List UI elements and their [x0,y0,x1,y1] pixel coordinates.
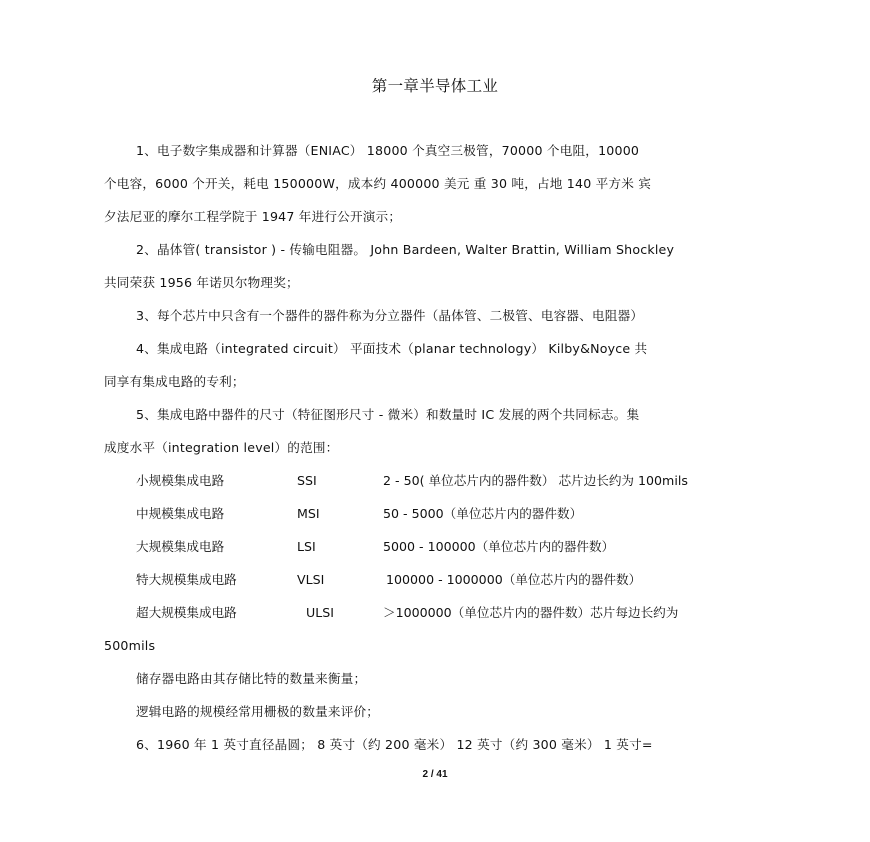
scale-abbr: ULSI [306,605,334,620]
paragraph-1-line-2: 个电容，6000 个开关，耗电 150000W，成本约 400000 美元 重 30 吨，占地 140 平方米 宾 [104,176,651,191]
paragraph-5-line-1: 5、集成电路中器件的尺寸（特征图形尺寸 - 微米）和数量时 IC 发展的两个共同标志。集 [136,407,640,422]
paragraph-logic: 逻辑电路的规模经常用栅极的数量来评价； [136,704,380,719]
paragraph-1-line-1: 1、电子数字集成器和计算器（ENIAC） 18000 个真空三极管，70000 个电阻，10000 [136,143,640,158]
scale-name: 特大规模集成电路 [136,572,237,587]
scale-name: 小规模集成电路 [136,473,225,488]
scale-desc: 50 - 5000（单位芯片内的器件数） [383,506,583,521]
scale-desc: 5000 - 100000（单位芯片内的器件数） [383,539,615,554]
page-number: 2 / 41 [422,769,448,780]
paragraph-2-line-2: 共同荣获 1956 年诺贝尔物理奖； [104,275,299,290]
scale-abbr: VLSI [297,572,325,587]
paragraph-1-line-3: 夕法尼亚的摩尔工程学院于 1947 年进行公开演示； [104,209,402,224]
chapter-title: 第一章半导体工业 [371,77,499,95]
scale-name: 中规模集成电路 [136,506,225,521]
paragraph-4-line-2: 同享有集成电路的专利； [104,374,245,389]
paragraph-4-line-1: 4、集成电路（integrated circuit） 平面技术（planar technology） Kilby&Noyce 共 [136,341,648,356]
scale-abbr: LSI [297,539,316,554]
paragraph-memory: 储存器电路由其存储比特的数量来衡量； [136,671,367,686]
paragraph-6: 6、1960 年 1 英寸直径晶圆； 8 英寸（约 200 毫米） 12 英寸（约 300 毫米） 1 英寸= [136,737,653,752]
scale-desc: ＞1000000（单位芯片内的器件数）芯片每边长约为 [383,605,679,620]
paragraph-5-line-2: 成度水平（integration level）的范围： [104,440,339,455]
scale-abbr: SSI [297,473,317,488]
scale-desc: 2 - 50( 单位芯片内的器件数） 芯片边长约为 100mils [383,473,688,488]
ulsi-continuation: 500mils [104,638,156,653]
paragraph-2-line-1: 2、晶体管( transistor ) - 传输电阻器。 John Bardeen, Walter Brattin, William Shockley [136,242,675,257]
scale-name: 超大规模集成电路 [136,605,237,620]
paragraph-3: 3、每个芯片中只含有一个器件的器件称为分立器件（晶体管、二极管、电容器、电阻器） [136,308,644,323]
scale-name: 大规模集成电路 [136,539,225,554]
scale-desc: 100000 - 1000000（单位芯片内的器件数） [386,572,642,587]
scale-abbr: MSI [297,506,320,521]
